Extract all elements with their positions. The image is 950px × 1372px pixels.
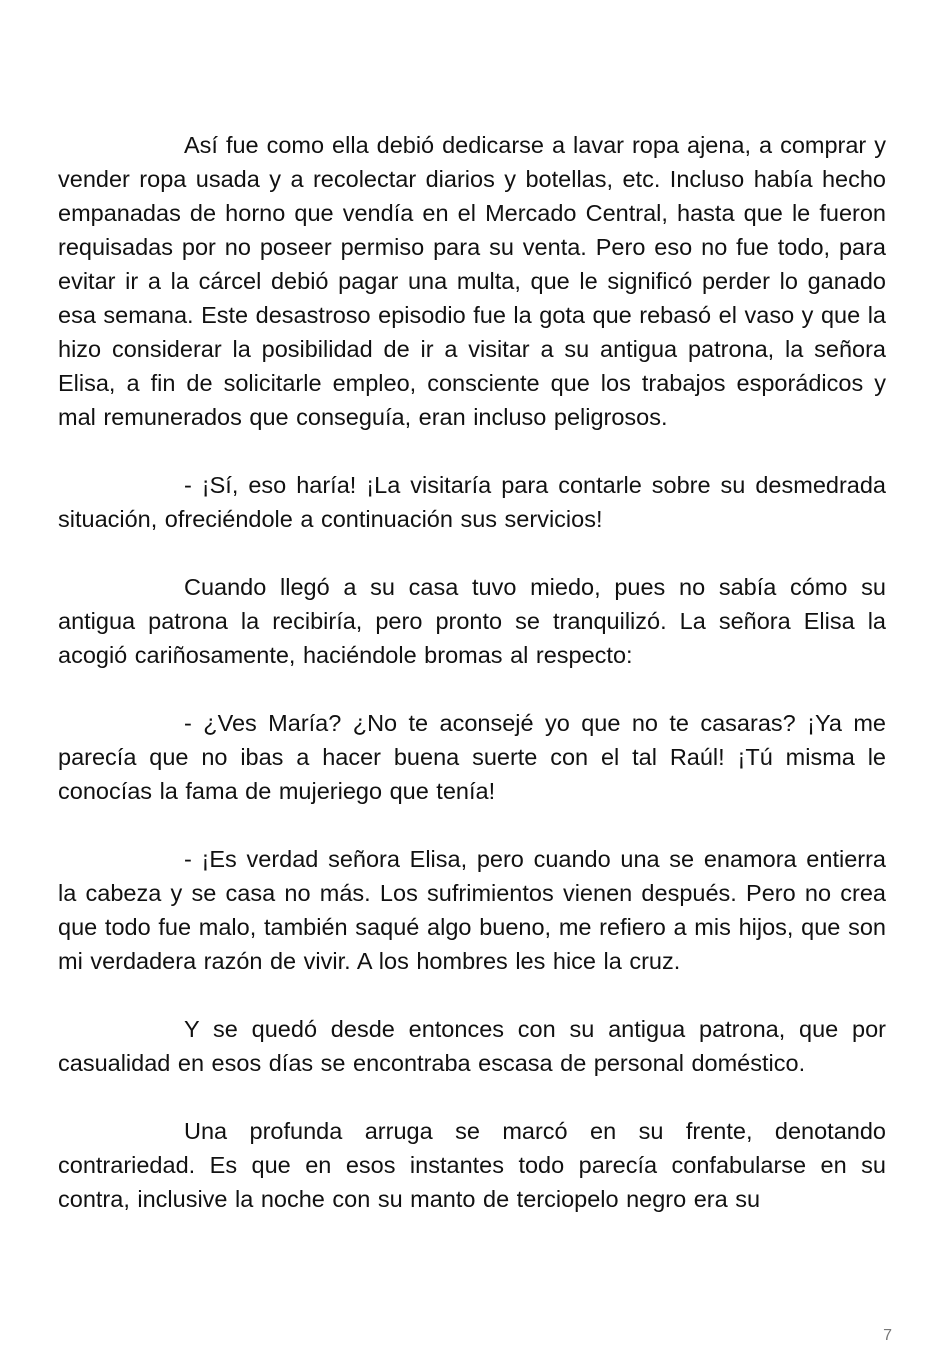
page-number: 7 <box>883 1327 892 1344</box>
paragraph: Y se quedó desde entonces con su antigua patrona, que por casualidad en esos días se encontraba escasa de personal doméstico. <box>58 1016 886 1076</box>
paragraph: - ¿Ves María? ¿No te aconsejé yo que no te casaras? ¡Ya me parecía que no ibas a hacer buena suerte con el tal Raúl! ¡Tú misma le conocías la fama de mujeriego que tenía! <box>58 710 886 804</box>
paragraph: Así fue como ella debió dedicarse a lavar ropa ajena, a comprar y vender ropa usada y a recolectar diarios y botellas, etc. Incluso había hecho empanadas de horno que vendía en el Mercado Central, hasta que le fueron requisadas por no poseer permiso para su venta. Pero eso no fue todo, para evitar ir a la cárcel debió pagar una multa, que le significó perder lo ganado esa semana. Este desastroso episodio fue la gota que rebasó el vaso y que la hizo considerar la posibilidad de ir a visitar a su antigua patrona, la señora Elisa, a fin de solicitarle empleo, consciente que los trabajos esporádicos y mal remunerados que conseguía, eran incluso peligrosos. <box>58 132 886 430</box>
paragraph: - ¡Sí, eso haría! ¡La visitaría para contarle sobre su desmedrada situación, ofreciéndole a continuación sus servicios! <box>58 472 886 532</box>
paragraph: - ¡Es verdad señora Elisa, pero cuando una se enamora entierra la cabeza y se casa no más. Los sufrimientos vienen después. Pero no crea que todo fue malo, también saqué algo bueno, me refiero a mis hijos, que son mi verdadera razón de vivir. A los hombres les hice la cruz. <box>58 846 886 974</box>
paragraph: Una profunda arruga se marcó en su frente, denotando contrariedad. Es que en esos instantes todo parecía confabularse en su contra, inclusive la noche con su manto de terciopelo negro era su <box>58 1118 886 1212</box>
paragraph: Cuando llegó a su casa tuvo miedo, pues no sabía cómo su antigua patrona la recibiría, pero pronto se tranquilizó. La señora Elisa la acogió cariñosamente, haciéndole bromas al respecto: <box>58 574 886 668</box>
document-body <box>58 128 886 1250</box>
